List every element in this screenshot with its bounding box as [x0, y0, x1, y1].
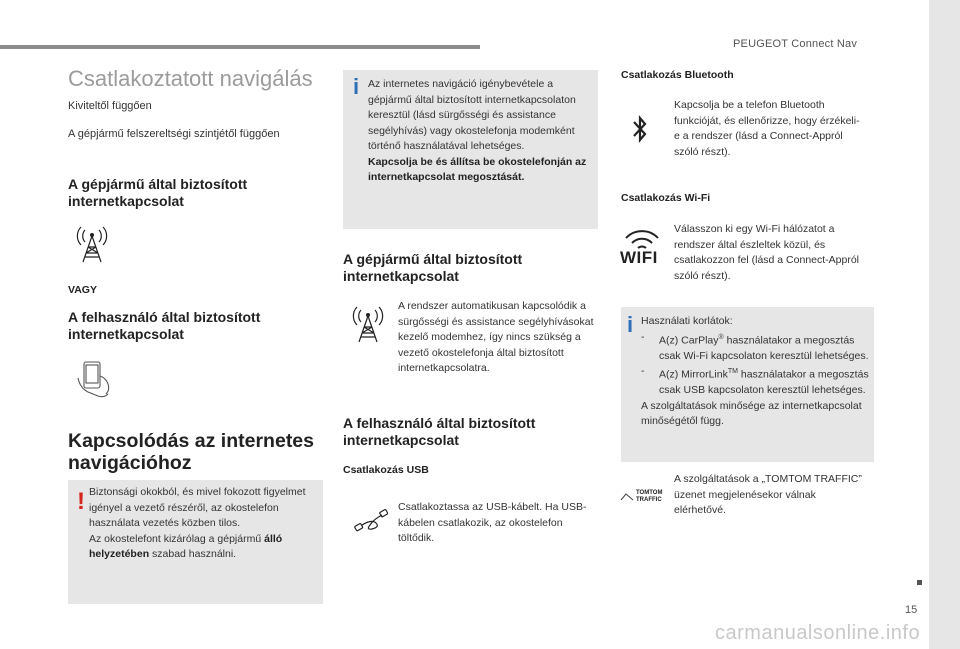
page-edge-tab	[929, 0, 960, 649]
info-box-limits	[621, 307, 874, 462]
warning-icon: !	[77, 488, 85, 515]
header-title: PEUGEOT Connect Nav	[733, 38, 858, 50]
or-label: VAGY	[68, 284, 97, 296]
limits-text: Használati korlátok: - A(z) CarPlay® használatakor a megosztás csak Wi-Fi kapcsolaton keresztül lehetséges. - A(z) MirrorLink™ használatakor a megosztás csak USB kapcsolaton keresztül lehetséges. A szolgáltatások minősége az internetkapcsolat minőségétől függ.	[641, 315, 869, 427]
page-number: 15	[905, 604, 918, 616]
heading-vehicle-connection-2: A gépjármű által biztosított internetkapcsolat	[343, 251, 523, 284]
wifi-text: Válasszon ki egy Wi-Fi hálózatot a rendszer által észleltek közül, és csatlakozzon fel (lásd a Connect-Appról szóló részt).	[674, 223, 860, 282]
wifi-label: WIFI	[620, 248, 658, 267]
header-rule	[0, 45, 480, 49]
wifi-title: Csatlakozás Wi-Fi	[621, 192, 711, 204]
heading-vehicle-connection: A gépjármű által biztosított internetkapcsolat	[68, 176, 248, 209]
usb-title: Csatlakozás USB	[343, 464, 429, 476]
usb-cable-icon	[354, 505, 388, 535]
bluetooth-text: Kapcsolja be a telefon Bluetooth funkcióját, és ellenőrizze, hogy érzékeli-e a rendszer (lásd a Connect-Appról szóló részt).	[674, 99, 860, 158]
page-marker	[917, 580, 922, 585]
info-box-navigation	[343, 70, 598, 229]
heading-internet-navigation: Kapcsolódás az internetes navigációhoz	[68, 430, 314, 474]
smartphone-hand-icon	[74, 356, 116, 400]
traffic-arrow-icon	[620, 492, 634, 502]
heading-user-connection-2: A felhasználó által biztosított internetkapcsolat	[343, 415, 536, 448]
tomtom-text: A szolgáltatások a „TOMTOM TRAFFIC” üzenet megjelenésekor válnak elérhetővé.	[674, 473, 862, 516]
page-title: Csatlakoztatott navigálás	[68, 66, 313, 91]
warning-box	[68, 480, 323, 604]
watermark: carmanualsonline.info	[715, 622, 921, 644]
info-icon: i	[353, 74, 360, 99]
intro-text-1: Kiviteltől függően	[68, 100, 152, 112]
list-item: - A(z) MirrorLink™ használatakor a megosztás csak USB kapcsolaton keresztül lehetséges.	[641, 365, 869, 396]
wifi-waves-icon	[620, 228, 664, 250]
list-item: - A(z) CarPlay® használatakor a megosztás csak Wi-Fi kapcsolaton keresztül lehetséges.	[641, 330, 869, 362]
vehicle-connection-text: A rendszer automatikusan kapcsolódik a sürgősségi és assistance segélyhívásokat kezelő modemhez, így nincs szükség a vezető okostelefonja által biztosított internetkapcsolatra.	[398, 300, 594, 374]
intro-text-2: A gépjármű felszereltségi szintjétől függően	[68, 128, 280, 140]
bluetooth-title: Csatlakozás Bluetooth	[621, 69, 734, 81]
heading-user-connection: A felhasználó által biztosított internetkapcsolat	[68, 309, 261, 342]
info-text: Az internetes navigáció igénybevétele a gépjármű által biztosított internetkapcsolaton keresztül (lásd sürgősségi és assistance segélyhívás) vagy okostelefonja modemként történő használatával lehetséges. Kapcsolja be és állítsa be okostelefonján az internetkapcsolat megosztását.	[368, 78, 587, 183]
usb-text: Csatlakoztassa az USB-kábelt. Ha USB-kábelen csatlakozik, az okostelefon töltődik.	[398, 501, 587, 544]
antenna-icon	[74, 224, 110, 264]
warning-text: Biztonsági okokból, és mivel fokozott figyelmet igényel a vezető részéről, az okostelefon használata vezetés közben tilos. Az okostelefont kizárólag a gépjármű álló helyzetében szabad használni.	[89, 486, 306, 560]
bluetooth-icon	[630, 113, 650, 145]
antenna-icon	[350, 304, 386, 344]
info-icon: i	[627, 312, 634, 337]
